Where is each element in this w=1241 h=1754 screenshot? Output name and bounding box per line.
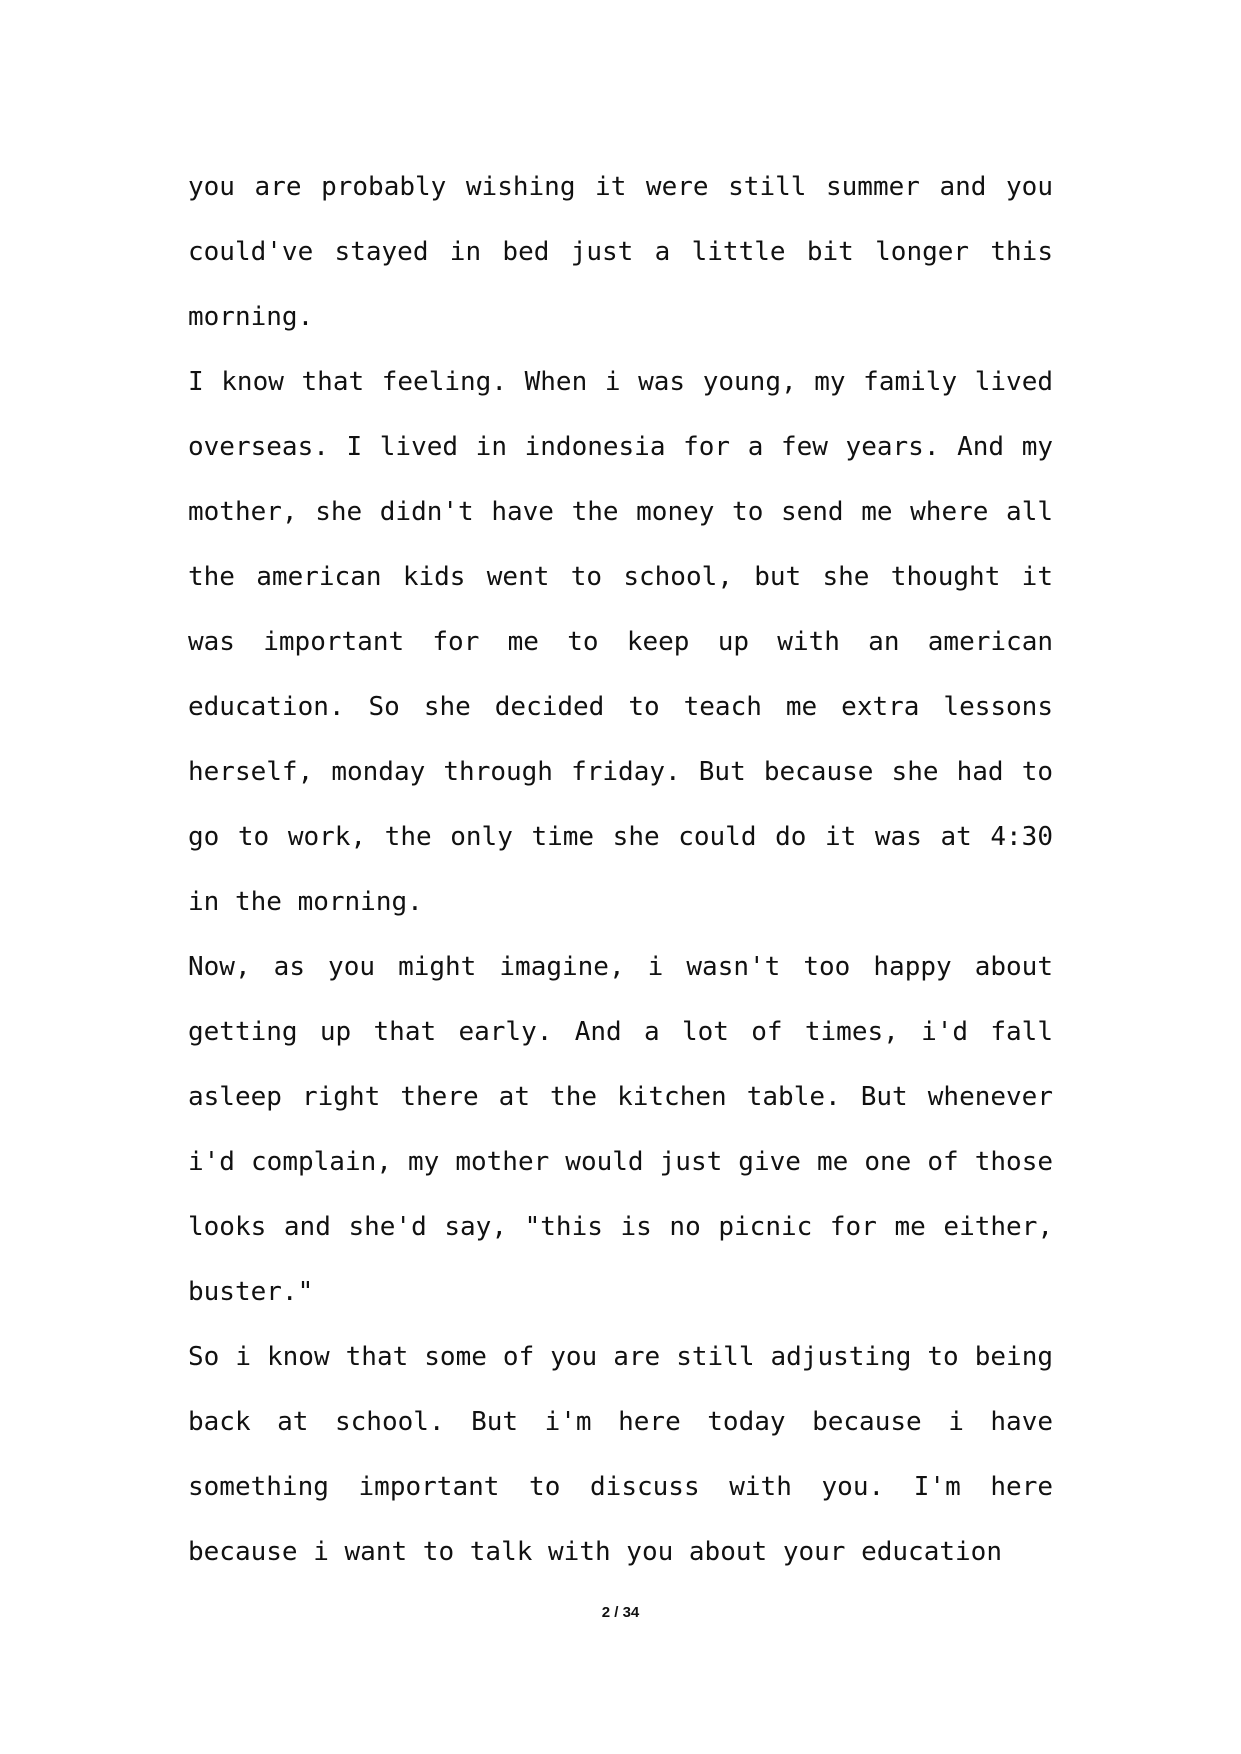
body-text bbox=[188, 155, 1053, 1585]
paragraph: So i know that some of you are still adjusting to being back at school. But i'm here today because i have something important to discuss with you. I'm here because i want to talk with you about your education bbox=[188, 1342, 1053, 1567]
paragraph: you are probably wishing it were still summer and you could've stayed in bed just a little bit longer this morning. bbox=[188, 172, 1053, 332]
paragraph: Now, as you might imagine, i wasn't too happy about getting up that early. And a lot of times, i'd fall asleep right there at the kitchen table. But whenever i'd complain, my mother would just give me one of those looks and she'd say, "this is no picnic for me either, buster." bbox=[188, 952, 1053, 1307]
paragraph: I know that feeling. When i was young, my family lived overseas. I lived in indonesia for a few years. And my mother, she didn't have the money to send me where all the american kids went to school, but she thought it was important for me to keep up with an american education. So she decided to teach me extra lessons herself, monday through friday. But because she had to go to work, the only time she could do it was at 4:30 in the morning. bbox=[188, 367, 1053, 917]
page-number: 2 / 34 bbox=[601, 1604, 640, 1621]
